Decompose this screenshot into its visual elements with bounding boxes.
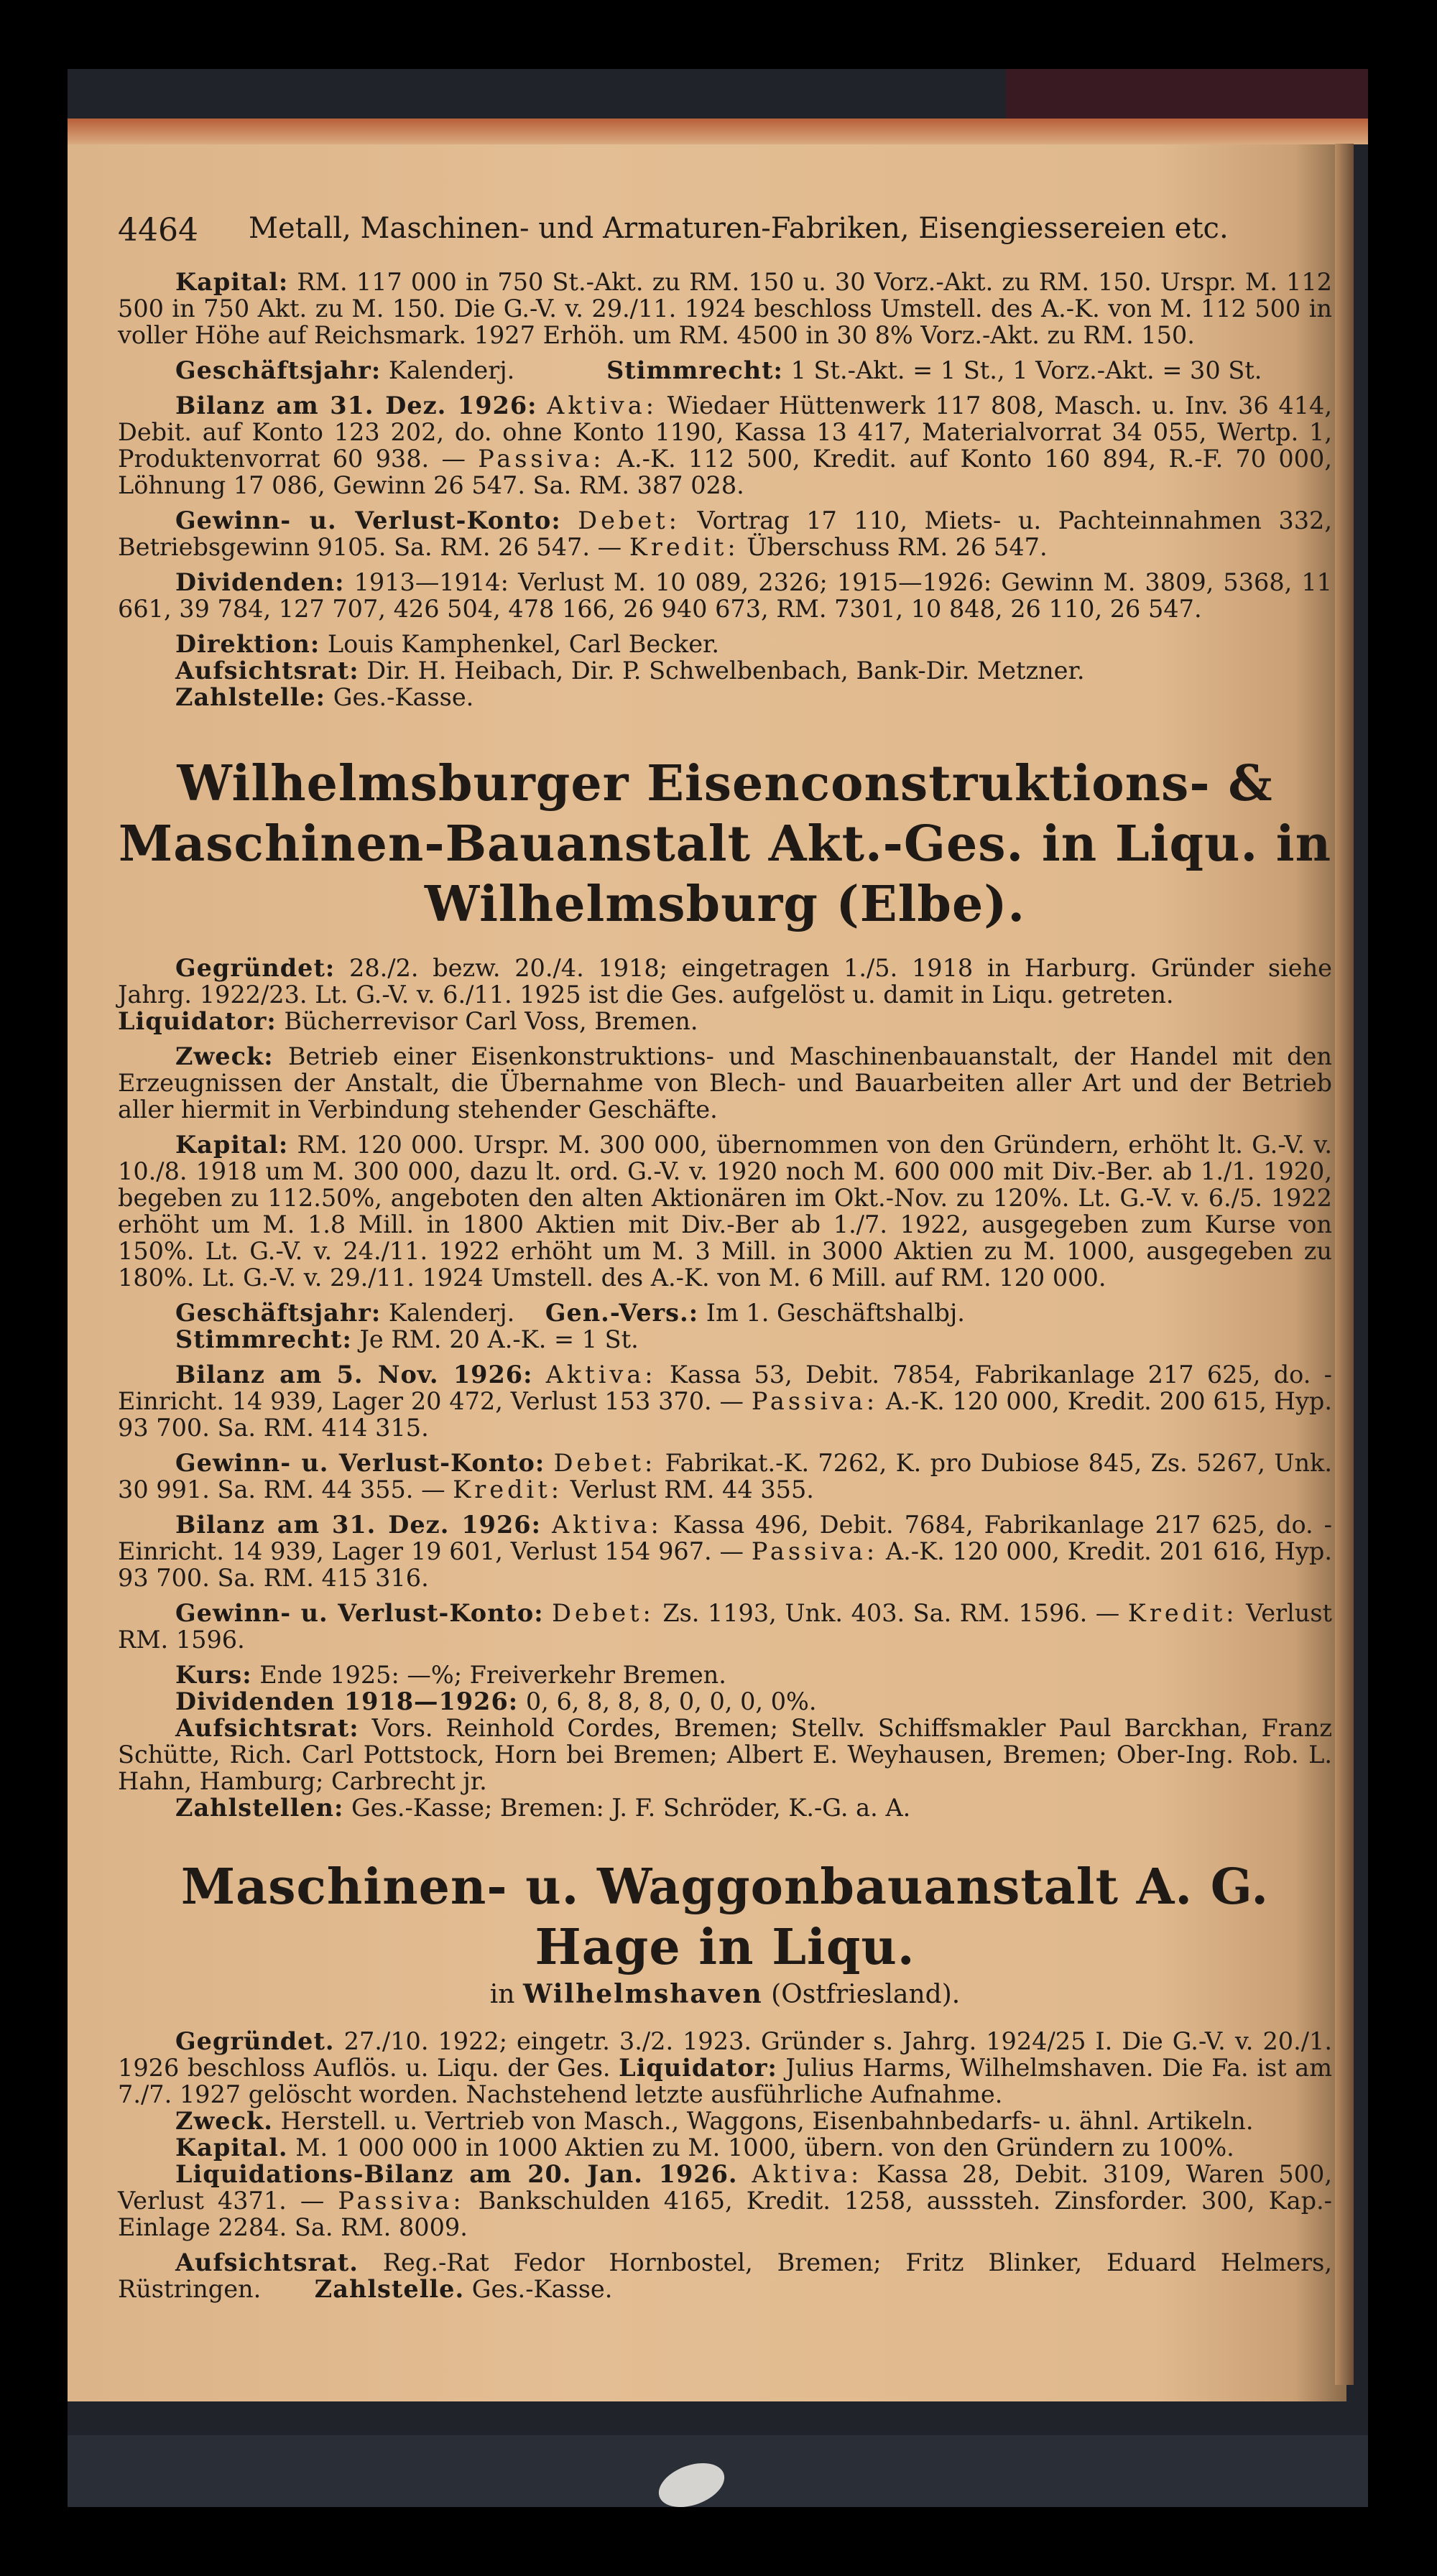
direktion-label: Direktion: (175, 630, 320, 658)
gegruendet-label: Gegründet. (175, 2027, 335, 2055)
entry-hage (118, 2028, 1332, 2302)
guv-label: Gewinn- u. Verlust-Konto: (175, 1599, 544, 1627)
gegruendet-paragraph (118, 955, 1332, 1008)
aufsichtsrat-text: Dir. H. Heibach, Dir. P. Schwelbenbach, Bank-Dir. Metzner. (366, 657, 1085, 685)
company-location (118, 1979, 1332, 2009)
guv-nov-paragraph (118, 1450, 1332, 1503)
aktiva-label: Aktiva: (551, 1511, 662, 1539)
aufsichtsrat-paragraph (118, 1715, 1332, 1794)
bilanz-passiva-text: A.-K. 120 000, Kredit. 200 615, Hyp. 93 700. Sa. RM. 414 315. (118, 1387, 1332, 1442)
dividenden-text: 1913—1914: Verlust M. 10 089, 2326; 1915—1926: Gewinn M. 3809, 5368, 11 661, 39 784, 127 707, 426 504, 478 166, 26 940 673, RM. 7301, 10 848, 26 110, 26 547. (118, 568, 1332, 623)
bilanz-dez-paragraph (118, 1511, 1332, 1591)
bilanz-aktiva-text: Kassa 496, Debit. 7684, Fabrikanlage 217 625, do. -Einricht. 14 939, Lager 19 601, Verlust 154 967. — (118, 1511, 1333, 1565)
kapital-text: M. 1 000 000 in 1000 Aktien zu M. 1000, übern. von den Gründern zu 100%. (295, 2133, 1234, 2162)
bilanz-aktiva-text: Kassa 53, Debit. 7854, Fabrikanlage 217 625, do. -Einricht. 14 939, Lager 20 472, Verlust 153 370. — (118, 1361, 1332, 1415)
passiva-label: Passiva: (751, 1387, 879, 1415)
bilanz-label: Liquidations-Bilanz am 20. Jan. 1926. (175, 2160, 738, 2188)
aufsichtsrat-label: Aufsichtsrat. (175, 2248, 359, 2276)
dividenden-paragraph (118, 1688, 1332, 1715)
guv-kredit-text: Verlust RM. 1596. (118, 1599, 1332, 1654)
guv-kredit-text: Verlust RM. 44 355. (570, 1475, 814, 1504)
guv-label: Gewinn- u. Verlust-Konto: (175, 506, 561, 534)
location-city: Wilhelmshaven (522, 1979, 763, 2009)
zweck-paragraph (118, 2108, 1332, 2134)
bilanz-passiva-text: Bankschulden 4165, Kredit. 1258, ausssteh. Zinsforder. 300, Kap.-Einlage 2284. Sa. RM. 8009. (118, 2187, 1333, 2241)
aufsichtsrat-paragraph (118, 2249, 1332, 2302)
dividenden-paragraph (118, 569, 1332, 622)
stimmrecht-paragraph (118, 1326, 1332, 1353)
bilanz-aktiva-text: Wiedaer Hüttenwerk 117 808, Masch. u. Inv. 36 414, Debit. auf Konto 123 202, do. ohne Konto 1190, Kassa 13 417, Materialvorrat 34 055, Wertp. 1, Produktenvorrat 60 938. — (118, 392, 1332, 473)
aufsichtsrat-text: Reg.-Rat Fedor Hornbostel, Bremen; Fritz Blinker, Eduard Helmers, Rüstringen. (118, 2248, 1332, 2303)
guv-debet-text: Zs. 1193, Unk. 403. Sa. RM. 1596. — (662, 1599, 1120, 1627)
gegruendet-paragraph (118, 2028, 1332, 2108)
kapital-label: Kapital: (175, 1131, 289, 1159)
gen-vers-text: Im 1. Geschäftshalbj. (706, 1299, 965, 1327)
location-suffix: (Ostfriesland). (771, 1980, 961, 2009)
entry-continued (118, 269, 1332, 710)
stimmrecht-label: Stimmrecht: (606, 356, 783, 384)
guv-dez-paragraph (118, 1600, 1332, 1653)
guv-debet-text: Fabrikat.-K. 7262, K. pro Dubiose 845, Zs. 5267, Unk. 30 991. Sa. RM. 44 355. — (118, 1449, 1332, 1504)
gj-text: Kalenderj. (388, 356, 515, 384)
zweck-text: Betrieb einer Eisenkonstruktions- und Maschinenbauanstalt, der Handel mit den Erzeugnissen der Anstalt, die Übernahme von Blech- und Bauarbeiten aller Art und der Betrieb aller hiermit in Verbindung stehender Geschäfte. (118, 1042, 1332, 1123)
zweck-label: Zweck. (175, 2107, 273, 2135)
page-number: 4464 (118, 212, 198, 249)
debet-label: Debet: (553, 1449, 657, 1477)
kurs-text: Ende 1925: —%; Freiverkehr Bremen. (259, 1661, 726, 1689)
aktiva-label: Aktiva: (752, 2160, 863, 2188)
zahlstelle-text: Ges.-Kasse. (471, 2275, 613, 2303)
guv-kredit-text: Überschuss RM. 26 547. (747, 533, 1048, 561)
debet-label: Debet: (552, 1599, 655, 1627)
zahlstelle-label: Zahlstelle: (175, 683, 326, 711)
stimmrecht-text: 1 St.-Akt. = 1 St., 1 Vorz.-Akt. = 30 St. (790, 356, 1262, 384)
page-top-edge (68, 119, 1368, 144)
location-prefix: in (489, 1980, 515, 2009)
aktiva-label: Aktiva: (547, 392, 657, 420)
zahlstelle-label: Zahlstelle. (314, 2275, 465, 2303)
kapital-paragraph (118, 2134, 1332, 2161)
stimmrecht-text: Je RM. 20 A.-K. = 1 St. (359, 1325, 639, 1353)
gen-vers-label: Gen.-Vers.: (545, 1299, 699, 1327)
gegruendet-text: 27./10. 1922; eingetr. 3./2. 1923. Gründer s. Jahrg. 1924/25 I. Die G.-V. v. 20./1. 1926 beschloss Auflös. u. Liqu. der Ges. (118, 2027, 1332, 2082)
guv-label: Gewinn- u. Verlust-Konto: (175, 1449, 545, 1477)
liquidator-text: Julius Harms, Wilhelmshaven. Die Fa. ist am 7./7. 1927 gelöscht worden. Nachstehend letzte ausführliche Aufnahme. (118, 2054, 1332, 2108)
kapital-paragraph (118, 1131, 1332, 1291)
passiva-label: Passiva: (338, 2187, 465, 2215)
zweck-label: Zweck: (175, 1042, 274, 1070)
bilanz-label: Bilanz am 31. Dez. 1926: (175, 392, 537, 420)
dividenden-text: 0, 6, 8, 8, 8, 0, 0, 0, 0%. (525, 1687, 817, 1715)
bilanz-paragraph (118, 392, 1332, 499)
aufsichtsrat-label: Aufsichtsrat: (175, 1714, 359, 1742)
debet-label: Debet: (578, 506, 680, 534)
geschaeftsjahr-paragraph (118, 357, 1332, 384)
dividenden-label: Dividenden: (175, 568, 345, 596)
aufsichtsrat-text: Vors. Reinhold Cordes, Bremen; Stellv. Schiffsmakler Paul Barckhan, Franz Schütte, Rich. Carl Pottstock, Horn bei Bremen; Albert E. Weyhausen, Bremen; Ober-Ing. Rob. L. Hahn, Hamburg; Carbrecht jr. (118, 1714, 1332, 1795)
book-page (68, 119, 1346, 2401)
bilanz-passiva-text: A.-K. 112 500, Kredit. auf Konto 160 894, R.-F. 70 000, Löhnung 17 086, Gewinn 26 547. Sa. RM. 387 028. (118, 445, 1332, 499)
kapital-label: Kapital. (175, 2133, 288, 2162)
zahlstellen-text: Ges.-Kasse; Bremen: J. F. Schröder, K.-G. a. A. (351, 1794, 911, 1822)
liquidator-text: Bücherrevisor Carl Voss, Bremen. (284, 1007, 698, 1035)
kredit-label: Kredit: (629, 533, 739, 561)
gj-label: Geschäftsjahr: (175, 1299, 382, 1327)
page-right-edge (1335, 144, 1354, 2385)
dividenden-label: Dividenden 1918—1926: (175, 1687, 519, 1715)
zweck-text: Herstell. u. Vertrieb von Masch., Waggons, Eisenbahnbedarfs- u. ähnl. Artikeln. (280, 2107, 1254, 2135)
gegruendet-text: 28./2. bezw. 20./4. 1918; eingetragen 1./5. 1918 in Harburg. Gründer siehe Jahrg. 1922/23. Lt. G.-V. v. 6./11. 1925 ist die Ges. aufgelöst u. damit in Liqu. getreten. (118, 954, 1332, 1009)
aufsichtsrat-paragraph (118, 657, 1332, 684)
kurs-label: Kurs: (175, 1661, 252, 1689)
guv-debet-text: Vortrag 17 110, Miets- u. Pachteinnahmen 332, Betriebsgewinn 9105. Sa. RM. 26 547. — (118, 506, 1332, 561)
gj-text: Kalenderj. (388, 1299, 515, 1327)
kapital-label: Kapital: (175, 268, 289, 296)
gegruendet-label: Gegründet: (175, 954, 336, 982)
company-title-wilhelmsburger: Wilhelmsburger Eisenconstruktions- & Maschinen-Bauanstalt Akt.-Ges. in Liqu. in Wilhelmsburg (Elbe). (118, 755, 1332, 933)
company-title-hage: Maschinen- u. Waggonbauanstalt A. G. Hage in Liqu. (180, 1858, 1270, 1976)
zweck-paragraph (118, 1043, 1332, 1123)
liquidator-paragraph (118, 1008, 1332, 1034)
gj-label: Geschäftsjahr: (175, 356, 382, 384)
zahlstellen-paragraph (118, 1794, 1332, 1821)
running-header (118, 212, 1332, 249)
bilanz-nov-paragraph (118, 1361, 1332, 1441)
liquidator-label: Liquidator: (619, 2054, 777, 2082)
bilanz-label: Bilanz am 31. Dez. 1926: (175, 1511, 541, 1539)
kapital-paragraph (118, 269, 1332, 348)
bilanz-label: Bilanz am 5. Nov. 1926: (175, 1361, 533, 1389)
bilanz-aktiva-text: Kassa 28, Debit. 3109, Waren 500, Verlust 4371. — (118, 2160, 1332, 2215)
zahlstelle-paragraph (118, 684, 1332, 710)
guv-paragraph (118, 507, 1332, 560)
bilanz-passiva-text: A.-K. 120 000, Kredit. 201 616, Hyp. 93 700. Sa. RM. 415 316. (118, 1537, 1332, 1592)
entry-wilhelmsburger (118, 955, 1332, 1821)
kapital-text: RM. 120 000. Urspr. M. 300 000, übernommen von den Gründern, erhöht lt. G.-V. v. 10./8. 1918 um M. 300 000, dazu lt. ord. G.-V. v. 1920 noch M. 600 000 mit Div.-Ber. ab 1./1. 1920, begeben zu 112.50%, angeboten den alten Aktionären im Okt.-Nov. zu 120%. Lt. G.-V. v. 6./5. 1922 erhöht um M. 1.8 Mill. in 1800 Aktien mit Div.-Ber ab 1./7. 1922, ausgegeben zum Kurse von 150%. Lt. G.-V. v. 24./11. 1922 erhöht um M. 3 Mill. in 3000 Aktien zu M. 1000, ausgegeben zu 180%. Lt. G.-V. v. 29./11. 1924 Umstell. des A.-K. von M. 6 Mill. auf RM. 120 000. (118, 1131, 1333, 1292)
direktion-text: Louis Kamphenkel, Carl Becker. (327, 630, 720, 658)
passiva-label: Passiva: (478, 445, 605, 473)
kredit-label: Kredit: (1127, 1599, 1238, 1627)
kapital-text: RM. 117 000 in 750 St.-Akt. zu RM. 150 u. 30 Vorz.-Akt. zu RM. 150. Urspr. M. 112 500 in 750 Akt. zu M. 150. Die G.-V. v. 29./11. 1924 beschloss Umstell. des A.-K. von M. 112 500 in voller Höhe auf Reichsmark. 1927 Erhöh. um RM. 4500 in 30 8% Vorz.-Akt. zu RM. 150. (118, 268, 1332, 349)
aktiva-label: Aktiva: (545, 1361, 657, 1389)
stimmrecht-label: Stimmrecht: (175, 1325, 352, 1353)
liquidator-label: Liquidator: (118, 1007, 277, 1035)
zahlstellen-label: Zahlstellen: (175, 1794, 344, 1822)
kurs-paragraph (118, 1662, 1332, 1688)
geschaeftsjahr-paragraph (118, 1299, 1332, 1326)
running-title: Metall, Maschinen- und Armaturen-Fabriken, Eisengiessereien etc. (248, 212, 1229, 245)
aufsichtsrat-label: Aufsichtsrat: (175, 657, 359, 685)
passiva-label: Passiva: (751, 1537, 879, 1565)
liquidationsbilanz-paragraph (118, 2161, 1332, 2241)
zahlstelle-text: Ges.-Kasse. (333, 683, 474, 711)
kredit-label: Kredit: (453, 1475, 563, 1504)
page-content (118, 212, 1332, 2311)
direktion-paragraph (118, 631, 1332, 657)
